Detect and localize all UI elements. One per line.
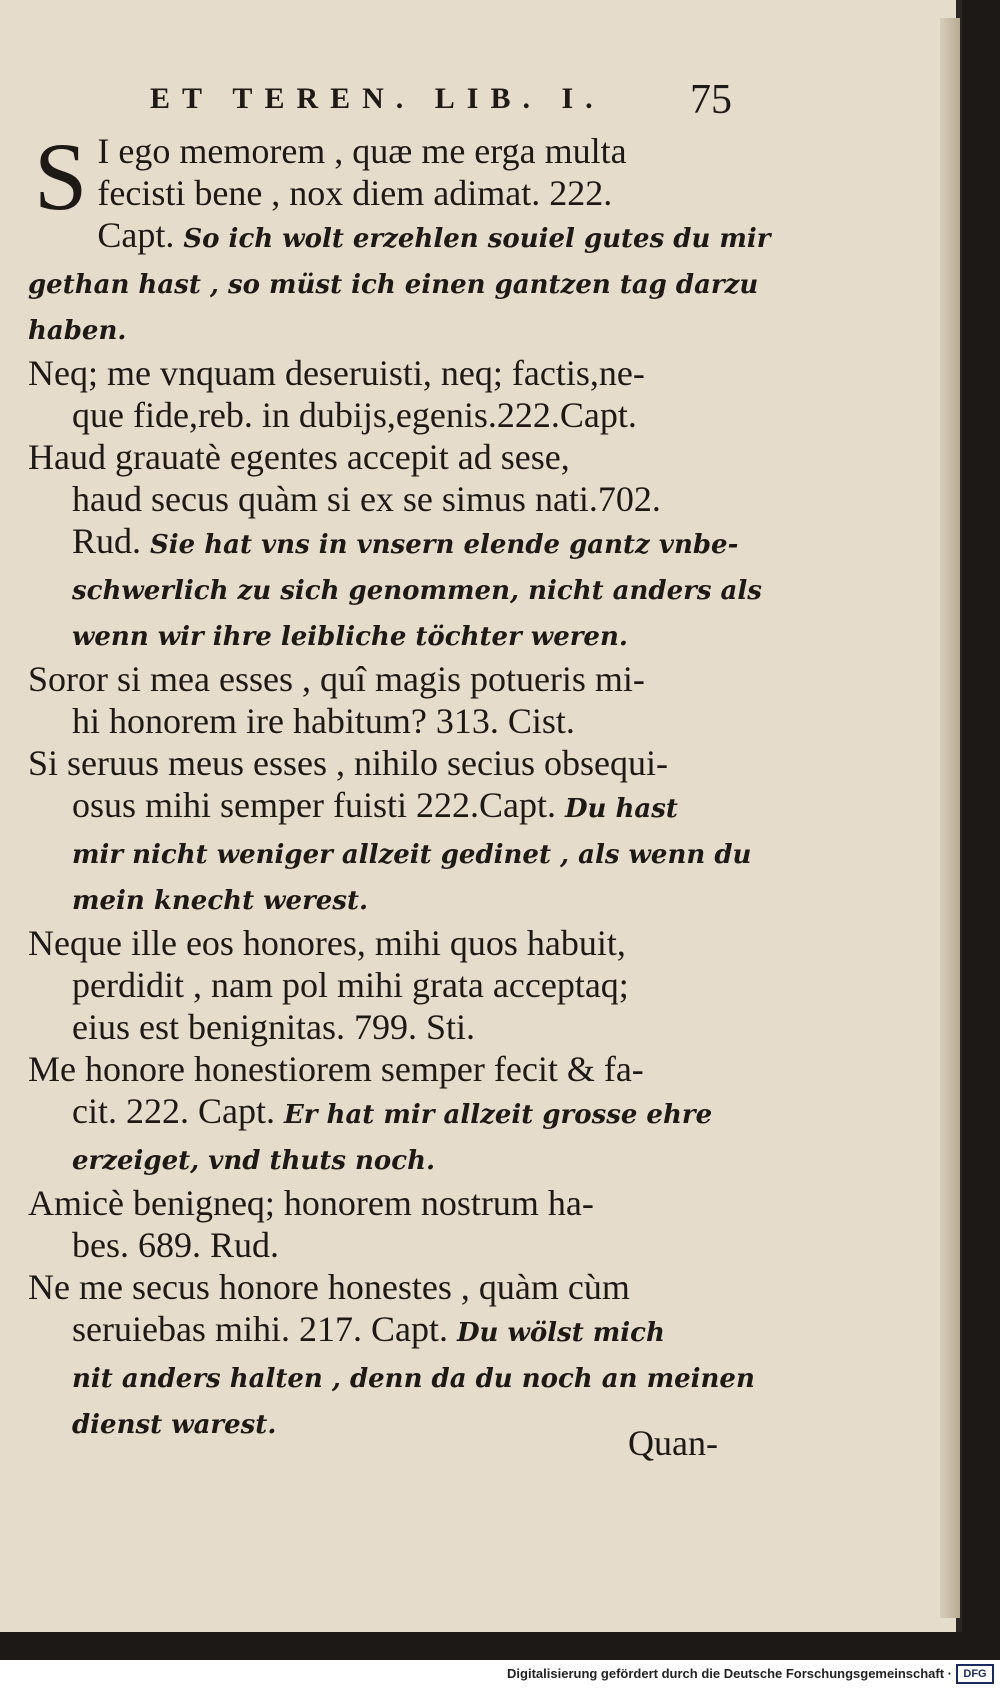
latin-text: Ne me secus honore honestes , quàm cùm [28, 1267, 630, 1307]
latin-text: seruiebas mihi. 217. Capt. [72, 1309, 448, 1349]
latin-text: Neque ille eos honores, mihi quos habuit, [28, 923, 626, 963]
german-translation: Er hat mir allzeit grosse ehre [283, 1100, 713, 1130]
text-line [28, 700, 758, 742]
entry [28, 352, 758, 436]
entry [28, 436, 762, 658]
latin-text: perdidit , nam pol mihi grata acceptaq; [72, 965, 629, 1005]
text-line [28, 830, 758, 876]
text-line [28, 1182, 758, 1224]
entry [28, 1048, 758, 1182]
text-line [28, 1006, 758, 1048]
entry [28, 1182, 758, 1266]
latin-text: eius est benignitas. 799. Sti. [72, 1007, 475, 1047]
german-translation: Sie hat vns in vnsern elende gantz vnbe- [150, 530, 739, 560]
german-translation: Du hast [564, 794, 678, 824]
latin-text: I ego memorem , quæ me erga multa [97, 131, 627, 171]
text-line [28, 964, 758, 1006]
latin-text: que fide,reb. in dubijs,egenis.222.Capt. [72, 395, 637, 435]
german-translation: schwerlich zu sich genommen, nicht anders als [72, 576, 762, 606]
german-translation: erzeiget, vnd thuts noch. [72, 1146, 436, 1176]
german-translation: Du wölst mich [456, 1318, 665, 1348]
text-line [28, 1136, 758, 1182]
entry [28, 123, 771, 352]
text-line [28, 1224, 758, 1266]
text-line [28, 394, 758, 436]
entry [28, 1266, 758, 1446]
latin-text: Si seruus meus esses , nihilo secius obsequi- [28, 743, 668, 783]
latin-text: Haud grauatè egentes accepit ad sese, [28, 437, 570, 477]
german-translation: nit anders halten , denn da du noch an meinen [72, 1364, 755, 1394]
german-translation: wenn wir ihre leibliche töchter weren. [72, 622, 628, 652]
entry [28, 742, 758, 922]
text-line [28, 1048, 758, 1090]
latin-text: Rud. [72, 521, 142, 561]
text-line [28, 520, 758, 566]
text-line [28, 172, 758, 214]
latin-text: bes. 689. Rud. [72, 1225, 279, 1265]
latin-text: osus mihi semper fuisti 222.Capt. [72, 785, 556, 825]
drop-cap: S [34, 123, 88, 230]
text-line [28, 566, 762, 612]
footer-bar [0, 1660, 1000, 1691]
page-edge [940, 18, 960, 1618]
german-translation: gethan hast , so müst ich einen gantzen tag darzu [28, 270, 759, 300]
text-line [28, 876, 758, 922]
dfg-logo-icon: DFG [956, 1664, 994, 1684]
catchword: Quan- [628, 1423, 718, 1463]
text-line [28, 742, 758, 784]
text-line [28, 1308, 758, 1354]
footer-credit: Digitalisierung gefördert durch die Deutsche Forschungsgemeinschaft · [507, 1666, 952, 1681]
latin-text: Me honore honestiorem semper fecit & fa- [28, 1049, 644, 1089]
page-number: 75 [690, 77, 732, 123]
text-line [28, 306, 758, 352]
text-line [28, 922, 758, 964]
german-translation: haben. [28, 316, 127, 346]
latin-text: Soror si mea esses , quî magis potueris mi- [28, 659, 645, 699]
latin-text: Neq; me vnquam deseruisti, neq; factis,ne- [28, 353, 645, 393]
text-line [28, 130, 758, 172]
text-line [28, 658, 758, 700]
latin-text: Amicè benigneq; honorem nostrum ha- [28, 1183, 594, 1223]
text-line [28, 436, 758, 478]
german-translation: mir nicht weniger allzeit gedinet , als wenn du [72, 840, 752, 870]
entry [28, 658, 758, 742]
text-line [28, 1354, 758, 1400]
latin-text: fecisti bene , nox diem adimat. 222. [97, 173, 613, 213]
german-translation: mein knecht werest. [72, 886, 369, 916]
text-line [28, 214, 771, 260]
text-line [28, 352, 758, 394]
running-title: ET TEREN. LIB. I. [150, 82, 605, 115]
german-translation: dienst warest. [72, 1410, 277, 1440]
german-translation: So ich wolt erzehlen souiel gutes du mir [183, 224, 771, 254]
text-line [28, 612, 758, 658]
text-line [28, 784, 758, 830]
body-text [28, 123, 771, 1446]
text-line [28, 260, 758, 306]
text-line [28, 1266, 758, 1308]
text-line [28, 478, 758, 520]
latin-text: hi honorem ire habitum? 313. Cist. [72, 701, 575, 741]
text-line [28, 1090, 758, 1136]
entry [28, 922, 758, 1048]
latin-text: cit. 222. Capt. [72, 1091, 275, 1131]
latin-text: Capt. [97, 215, 175, 255]
latin-text: haud secus quàm si ex se simus nati.702. [72, 479, 661, 519]
